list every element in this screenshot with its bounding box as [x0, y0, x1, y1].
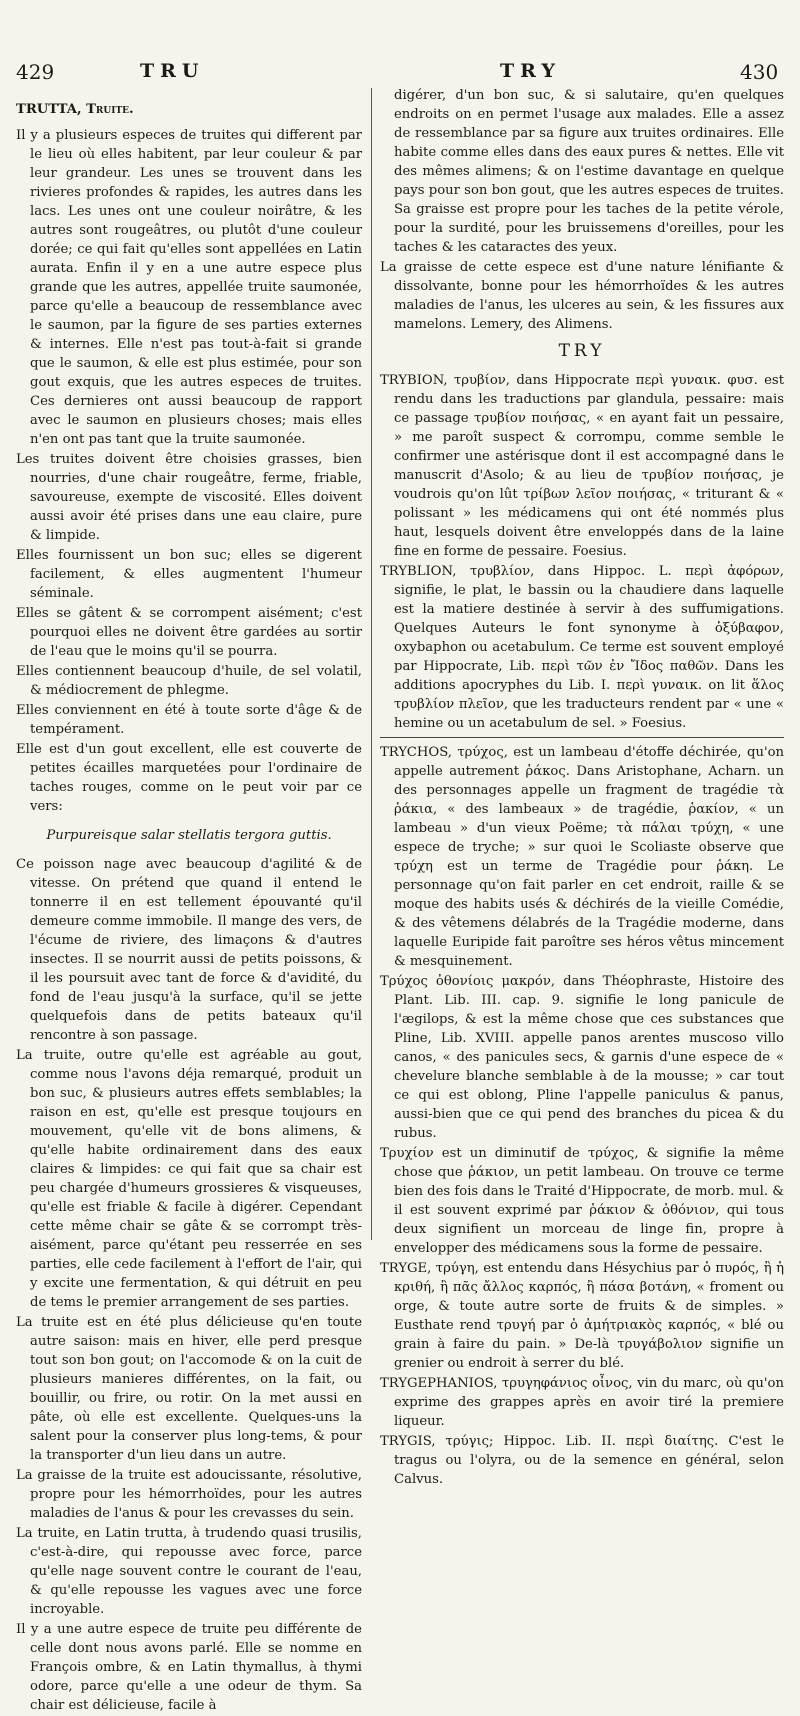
- latin-verse: Purpureisque salar stellatis tergora guttis.: [46, 828, 332, 843]
- entry-trygephanios: TRYGEPHANIOS, τρυγηφάνιος οἶνος, vin du marc, où qu'on exprime des grappes après en avoir tiré la premiere liqueur.: [380, 1376, 784, 1429]
- paragraph: Elles conviennent en été à toute sorte d'âge & de tempérament.: [16, 703, 362, 737]
- left-running-head: TRU: [140, 60, 205, 82]
- paragraph: Il y a une autre espece de truite peu différente de celle dont nous avons parlé. Elle se nomme en François ombre, & en Latin thymallus, à thymi odore, parce qu'elle a une odeur de thym. Sa chair est délicieuse, facile à: [16, 1622, 362, 1713]
- paragraph: Il y a plusieurs especes de truites qui different par le lieu où elles habitent, par leur couleur & par leur grandeur. Les unes se trouvent dans les rivieres profondes & rapides, les autres dans les lacs. Les unes ont une couleur noirâtre, & les autres sont rougeâtres, ou plutôt d'une couleur dorée; ce qui fait qu'elles sont appellées en Latin aurata. Enfin il y en a une autre espece plus grande que les autres, appellée truite saumonée, parce qu'elle a beaucoup de ressemblance avec le saumon, par la figure de ses parties externes & internes. Elle n'est pas tout-à-fait si grande que le saumon, & elle est plus estimée, pour son gout exquis, que les autres especes de truites. Ces dernieres ont aussi beaucoup de rapport avec le saumon en plusieurs choses; mais elles n'en ont pas tant que la truite saumonée.: [16, 128, 362, 447]
- entry-tryblion: TRYBLION, τρυβλίον, dans Hippoc. L. περὶ ἀφόρων, signifie, le plat, le bassin ou la chaudiere dans laquelle est la matiere destinée à servir à des suffumigations. Quelques Auteurs le font synonyme à ὀξύβαφον, oxybaphon ou acetabulum. Ce terme est souvent employé par Hippocrate, Lib. περὶ τῶν ἐν Ἴδος παθῶν. Dans les additions apocryphes du Lib. I. περὶ γυναικ. on lit ἅλος τρυβλίον πλεῖον, que les traducteurs rendent par « une « hemine ou un acetabulum de sel. » Foesius.: [380, 564, 784, 731]
- paragraph: Elles fournissent un bon suc; elles se digerent facilement, & elles augmentent l'humeur séminale.: [16, 548, 362, 601]
- section-heading-try: TRY: [558, 341, 606, 361]
- right-column: [380, 86, 784, 1490]
- right-page-number: 430: [740, 60, 779, 84]
- right-running-head: TRY: [500, 60, 561, 82]
- paragraph: La truite, outre qu'elle est agréable au gout, comme nous l'avons déja remarqué, produit un bon suc, & plusieurs autres effets semblables; la raison en est, qu'elle est presque toujours en mouvement, qu'elle vit de bons alimens, & qu'elle habite ordinairement dans des eaux claires & limpides: ce qui fait que sa chair est peu chargée d'humeurs grossieres & visqueuses, qu'elle est friable & facile à digérer. Cependant cette même chair se gâte & se corrompt très-aisément, parce qu'étant peu resserrée en ses parties, elle cede facilement à l'effort de l'air, qui y excite une fermentation, & qui détruit en peu de tems le premier arrangement de ses parties.: [16, 1048, 362, 1310]
- paragraph: Elle est d'un gout excellent, elle est couverte de petites écailles marquetées pour l'ordinaire de taches rouges, comme on le peut voir par ce vers:: [16, 742, 362, 814]
- paragraph: Les truites doivent être choisies grasses, bien nourries, d'une chair rougeâtre, ferme, friable, savoureuse, exempte de viscosité. Elles doivent aussi avoir été prises dans une eau claire, pure & limpide.: [16, 452, 362, 543]
- paragraph: Ce poisson nage avec beaucoup d'agilité & de vitesse. On prétend que quand il entend le tonnerre il en est tellement épouvanté qu'il demeure comme immobile. Il mange des vers, de l'écume de riviere, des limaçons & d'autres insectes. Il se nourrit aussi de petits poissons, & il les poursuit avec tant de force & d'avidité, du fond de l'eau jusqu'à la surface, qu'il se jette quelquefois dans de petits bateaux qu'il rencontre à son passage.: [16, 857, 362, 1043]
- entry-trybion: TRYBION, τρυβίον, dans Hippocrate περὶ γυναικ. φυσ. est rendu dans les traductions par glandula, pessaire: mais ce passage τρυβίον ποιήσας, « en ayant fait un pessaire, » me paroît suspect & corrompu, comme semble le confirmer une astérisque dont il est accompagné dans le manuscrit d'Asolo; & au lieu de τρυβίον ποιήσας, je voudrois qu'on lût τρίβων λεῖον ποιήσας, « triturant & « polissant » les médicamens qui ont été nommés plus haut, lesquels doivent être enveloppés dans de la laine fine en forme de pessaire. Foesius.: [380, 373, 784, 559]
- paragraph: Elles se gâtent & se corrompent aisément; c'est pourquoi elles ne doivent être gardées au sortir de l'eau que le moins qu'il se pourra.: [16, 606, 362, 659]
- left-column: [16, 100, 362, 1716]
- entry-trygis: TRYGIS, τρύγις; Hippoc. Lib. II. περὶ διαίτης. C'est le tragus ou l'olyra, ou de la semence en général, selon Calvus.: [380, 1434, 784, 1487]
- paragraph: digérer, d'un bon suc, & si salutaire, qu'en quelques endroits on en permet l'usage aux malades. Elle a assez de ressemblance par sa figure aux truites ordinaires. Elle habite comme elles dans des eaux pures & nettes. Elle vit des mêmes alimens; & on l'estime davantage en quelque pays pour son bon gout, que les autres especes de truites. Sa graisse est propre pour les taches de la petite vérole, pour la surdité, pour les bruissemens d'oreilles, pour les taches & les cataractes des yeux.: [394, 88, 784, 255]
- paragraph: La graisse de cette espece est d'une nature lénifiante & dissolvante, bonne pour les hémorrhoïdes & les autres maladies de l'anus, les ulceres au sein, & les fissures aux mamelons. Lemery, des Alimens.: [380, 260, 784, 332]
- entry-separator: [380, 737, 784, 738]
- entry-tryge: TRYGE, τρύγη, est entendu dans Hésychius par ὁ πυρός, ἢ ἡ κριθή, ἢ πᾶς ἄλλος καρπός, ἢ πάσα βοτάνη, « froment ou orge, & toute autre sorte de fruits & de simples. » Eusthate rend τρυγή par ὁ ἀμήτριακὸς καρπός, « blé ou grain à faire du pain. » De-là τρυγάβολιον signifie un grenier ou endroit à serrer du blé.: [380, 1261, 784, 1371]
- paragraph: La truite, en Latin trutta, à trudendo quasi trusilis, c'est-à-dire, qui repousse avec force, parce qu'elle nage souvent contre le courant de l'eau, & qu'elle repousse les vagues avec une force incroyable.: [16, 1526, 362, 1617]
- paragraph: La graisse de la truite est adoucissante, résolutive, propre pour les hémorrhoïdes, pour les autres maladies de l'anus & pour les crevasses du sein.: [16, 1468, 362, 1521]
- left-page-number: 429: [16, 60, 55, 84]
- entry-trychos: TRYCHOS, τρύχος, est un lambeau d'étoffe déchirée, qu'on appelle autrement ῥάκος. Dans Aristophane, Acharn. un des personnages appelle un fragment de tragédie τὰ ῥάκια, « des lambeaux » de tragédie, ῥακίον, « un lambeau » d'un vieux Poëme; τὰ πάλαι τρύχη, « une espece de tryche; » sur quoi le Scoliaste observe que τρύχη est un terme de Tragédie pour ῥάκη. Le personnage qu'on fait parler en cet endroit, raille & se moque des habits usés & déchirés de la vieille Comédie, & des vêtemens délabrés de la Tragédie moderne, dans laquelle Euripide fait paroître ses héros vêtus mincement & mesquinement.: [380, 745, 784, 969]
- paragraph: Τρυχίον est un diminutif de τρύχος, & signifie la même chose que ῥάκιον, un petit lambeau. On trouve ce terme bien des fois dans le Traité d'Hippocrate, de morb. mul. & il est souvent exprimé par ῥάκιον & ὀθόνιον, qui tous deux signifient un morceau de linge fin, propre à envelopper des médicamens sous la forme de pessaire.: [380, 1146, 784, 1256]
- column-divider: [371, 88, 372, 1240]
- paragraph: La truite est en été plus délicieuse qu'en toute autre saison: mais en hiver, elle perd presque tout son bon gout; on l'accomode & on la cuit de plusieurs manieres différentes, on la fait, ou bouillir, ou frire, ou rotir. On la met aussi en pâte, où elle est excellente. Quelques-uns la salent pour la conserver plus long-tems, & pour la transporter d'un lieu dans un autre.: [16, 1315, 362, 1463]
- entry-title-trutta: TRUTTA, Truite.: [16, 102, 134, 117]
- paragraph: Τρύχος ὀθονίοις μακρόν, dans Théophraste, Histoire des Plant. Lib. III. cap. 9. signifie le long panicule de l'ægilops, & est la même chose que ces substances que Pline, Lib. XVIII. appelle panos arentes muscoso villo canos, « des panicules secs, & garnis d'une espece de « chevelure blanche semblable à de la mousse; » car tout ce qui est oblong, Pline l'appelle paniculus & panus, aussi-bien que ce qui pend des branches du picea & du rubus.: [380, 974, 784, 1141]
- paragraph: Elles contiennent beaucoup d'huile, de sel volatil, & médiocrement de phlegme.: [16, 664, 362, 698]
